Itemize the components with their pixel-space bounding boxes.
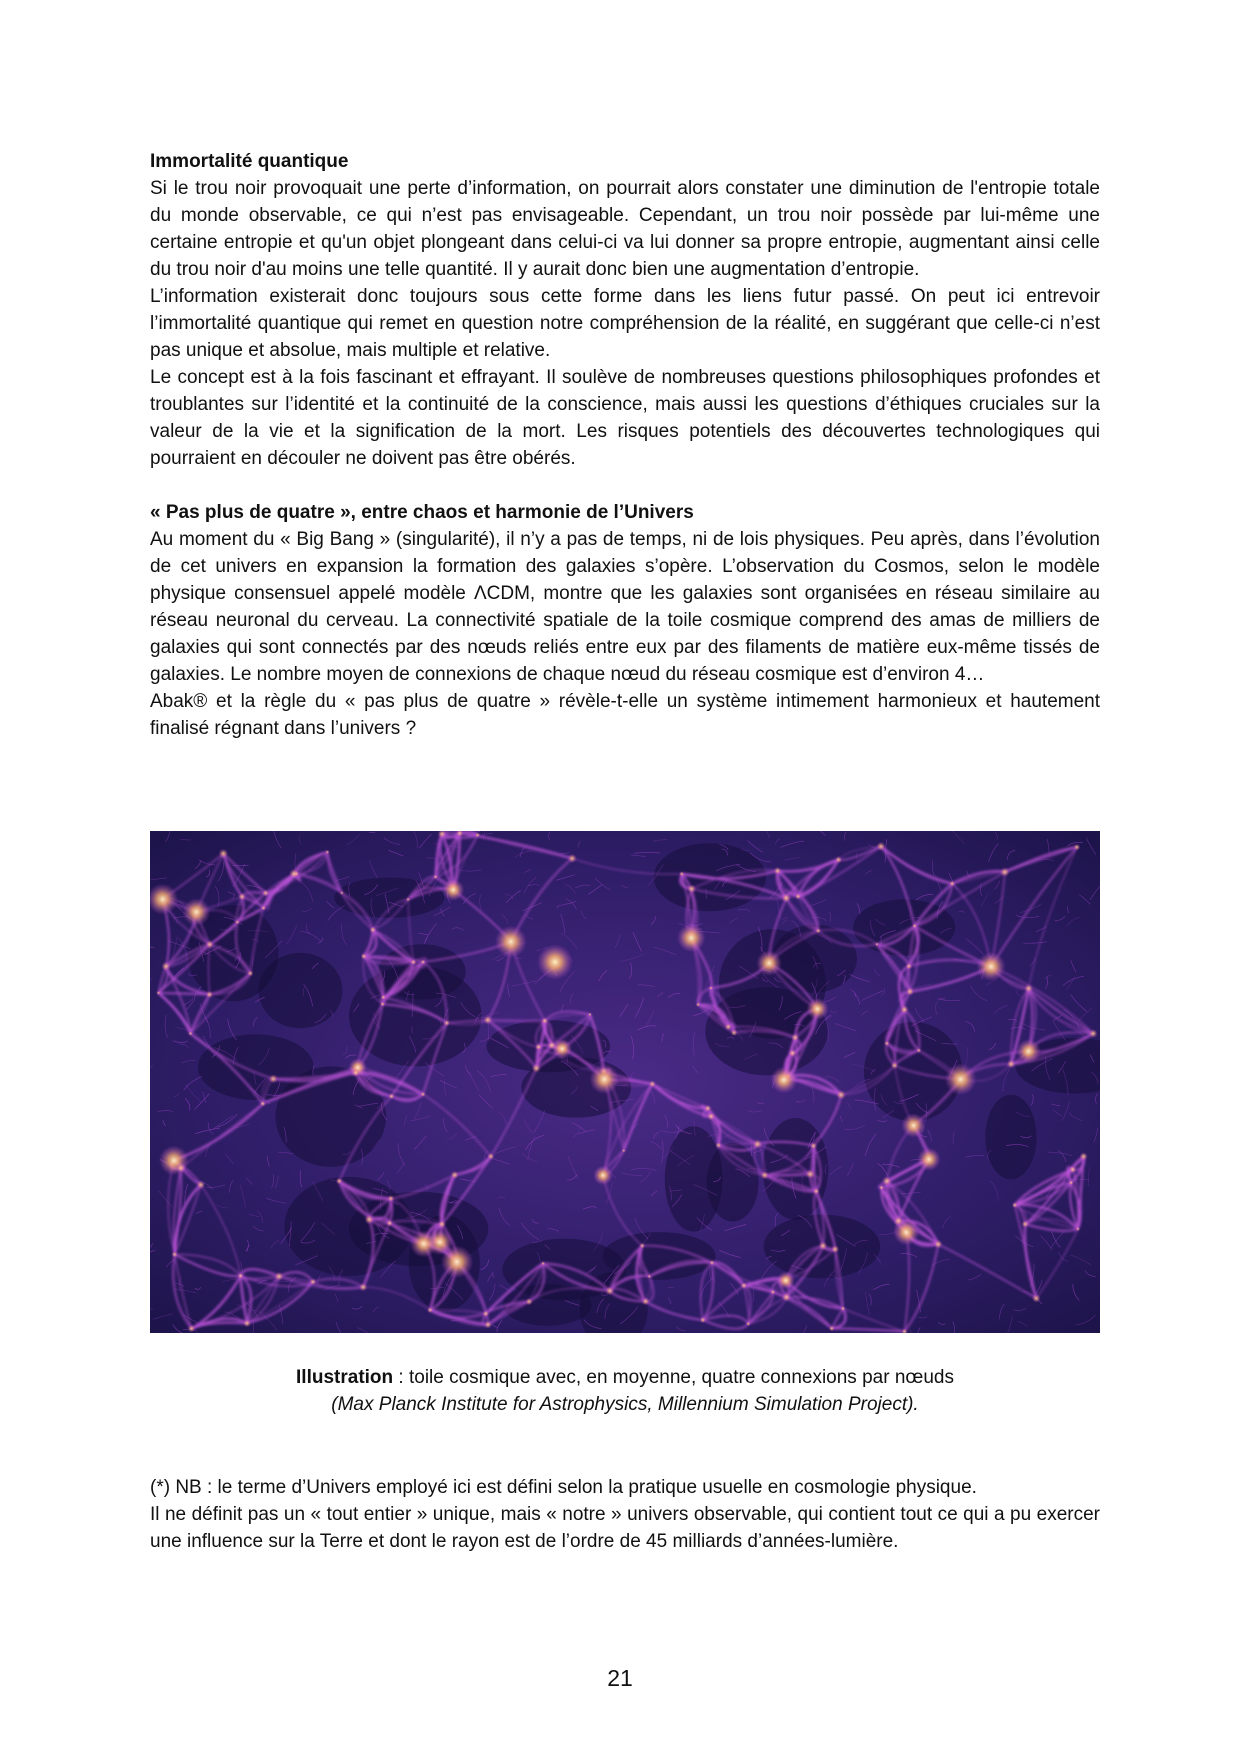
footnote (150, 1474, 1100, 1555)
paragraph: Le concept est à la fois fascinant et effrayant. Il soulève de nombreuses questions philosophiques profondes et troublantes sur l’identité et la continuité de la conscience, mais aussi les questions d’éthiques cruciales sur la valeur de la vie et la signification de la mort. Les risques potentiels des découvertes technologiques qui pourraient en découler ne doivent pas être obérés. (150, 367, 1100, 469)
paragraph: L’information existerait donc toujours sous cette forme dans les liens futur passé. On peut ici entrevoir l’immortalité quantique qui remet en question notre compréhension de la réalité, en suggérant que celle-ci n’est pas unique et absolue, mais multiple et relative. (150, 286, 1100, 361)
figure-caption (150, 1364, 1100, 1418)
page-number: 21 (607, 1665, 633, 1691)
page-body (150, 148, 1100, 742)
paragraph: Abak® et la règle du « pas plus de quatre » révèle-t-elle un système intimement harmonieux et hautement finalisé régnant dans l’univers ? (150, 691, 1100, 739)
caption-text: : toile cosmique avec, en moyenne, quatre connexions par nœuds (393, 1367, 954, 1388)
footnote-paragraph: Il ne définit pas un « tout entier » unique, mais « notre » univers observable, qui contient tout ce qui a pu exercer une influence sur la Terre et dont le rayon est de l’ordre de 45 milliards d’années-lumière. (150, 1504, 1100, 1552)
paragraph: Si le trou noir provoquait une perte d’information, on pourrait alors constater une diminution de l'entropie totale du monde observable, ce qui n’est pas envisageable. Cependant, un trou noir possède par lui-même une certaine entropie et qu'un objet plongeant dans celui-ci va lui donner sa propre entropie, augmentant ainsi celle du trou noir d'au moins une telle quantité. Il y aurait donc bien une augmentation d’entropie. (150, 178, 1100, 280)
cosmic-web-image (150, 831, 1100, 1333)
section-title-immortalite: Immortalité quantique (150, 151, 349, 172)
footnote-line: (*) NB : le terme d’Univers employé ici est défini selon la pratique usuelle en cosmologie physique. (150, 1477, 977, 1498)
caption-credit: (Max Planck Institute for Astrophysics, Millennium Simulation Project). (331, 1394, 919, 1415)
section-title-pas-plus-de-quatre: « Pas plus de quatre », entre chaos et harmonie de l’Univers (150, 502, 694, 523)
paragraph: Au moment du « Big Bang » (singularité), il n’y a pas de temps, ni de lois physiques. Peu après, dans l’évolution de cet univers en expansion la formation des galaxies s’opère. L’observation du Cosmos, selon le modèle physique consensuel appelé modèle ΛCDM, montre que les galaxies sont organisées en réseau similaire au réseau neuronal du cerveau. La connectivité spatiale de la toile cosmique comprend des amas de milliers de galaxies qui sont connectés par des nœuds reliés entre eux par des filaments de matière eux-même tissés de galaxies. Le nombre moyen de connexions de chaque nœud du réseau cosmique est d’environ 4… (150, 529, 1100, 685)
caption-lead: Illustration (296, 1367, 394, 1388)
